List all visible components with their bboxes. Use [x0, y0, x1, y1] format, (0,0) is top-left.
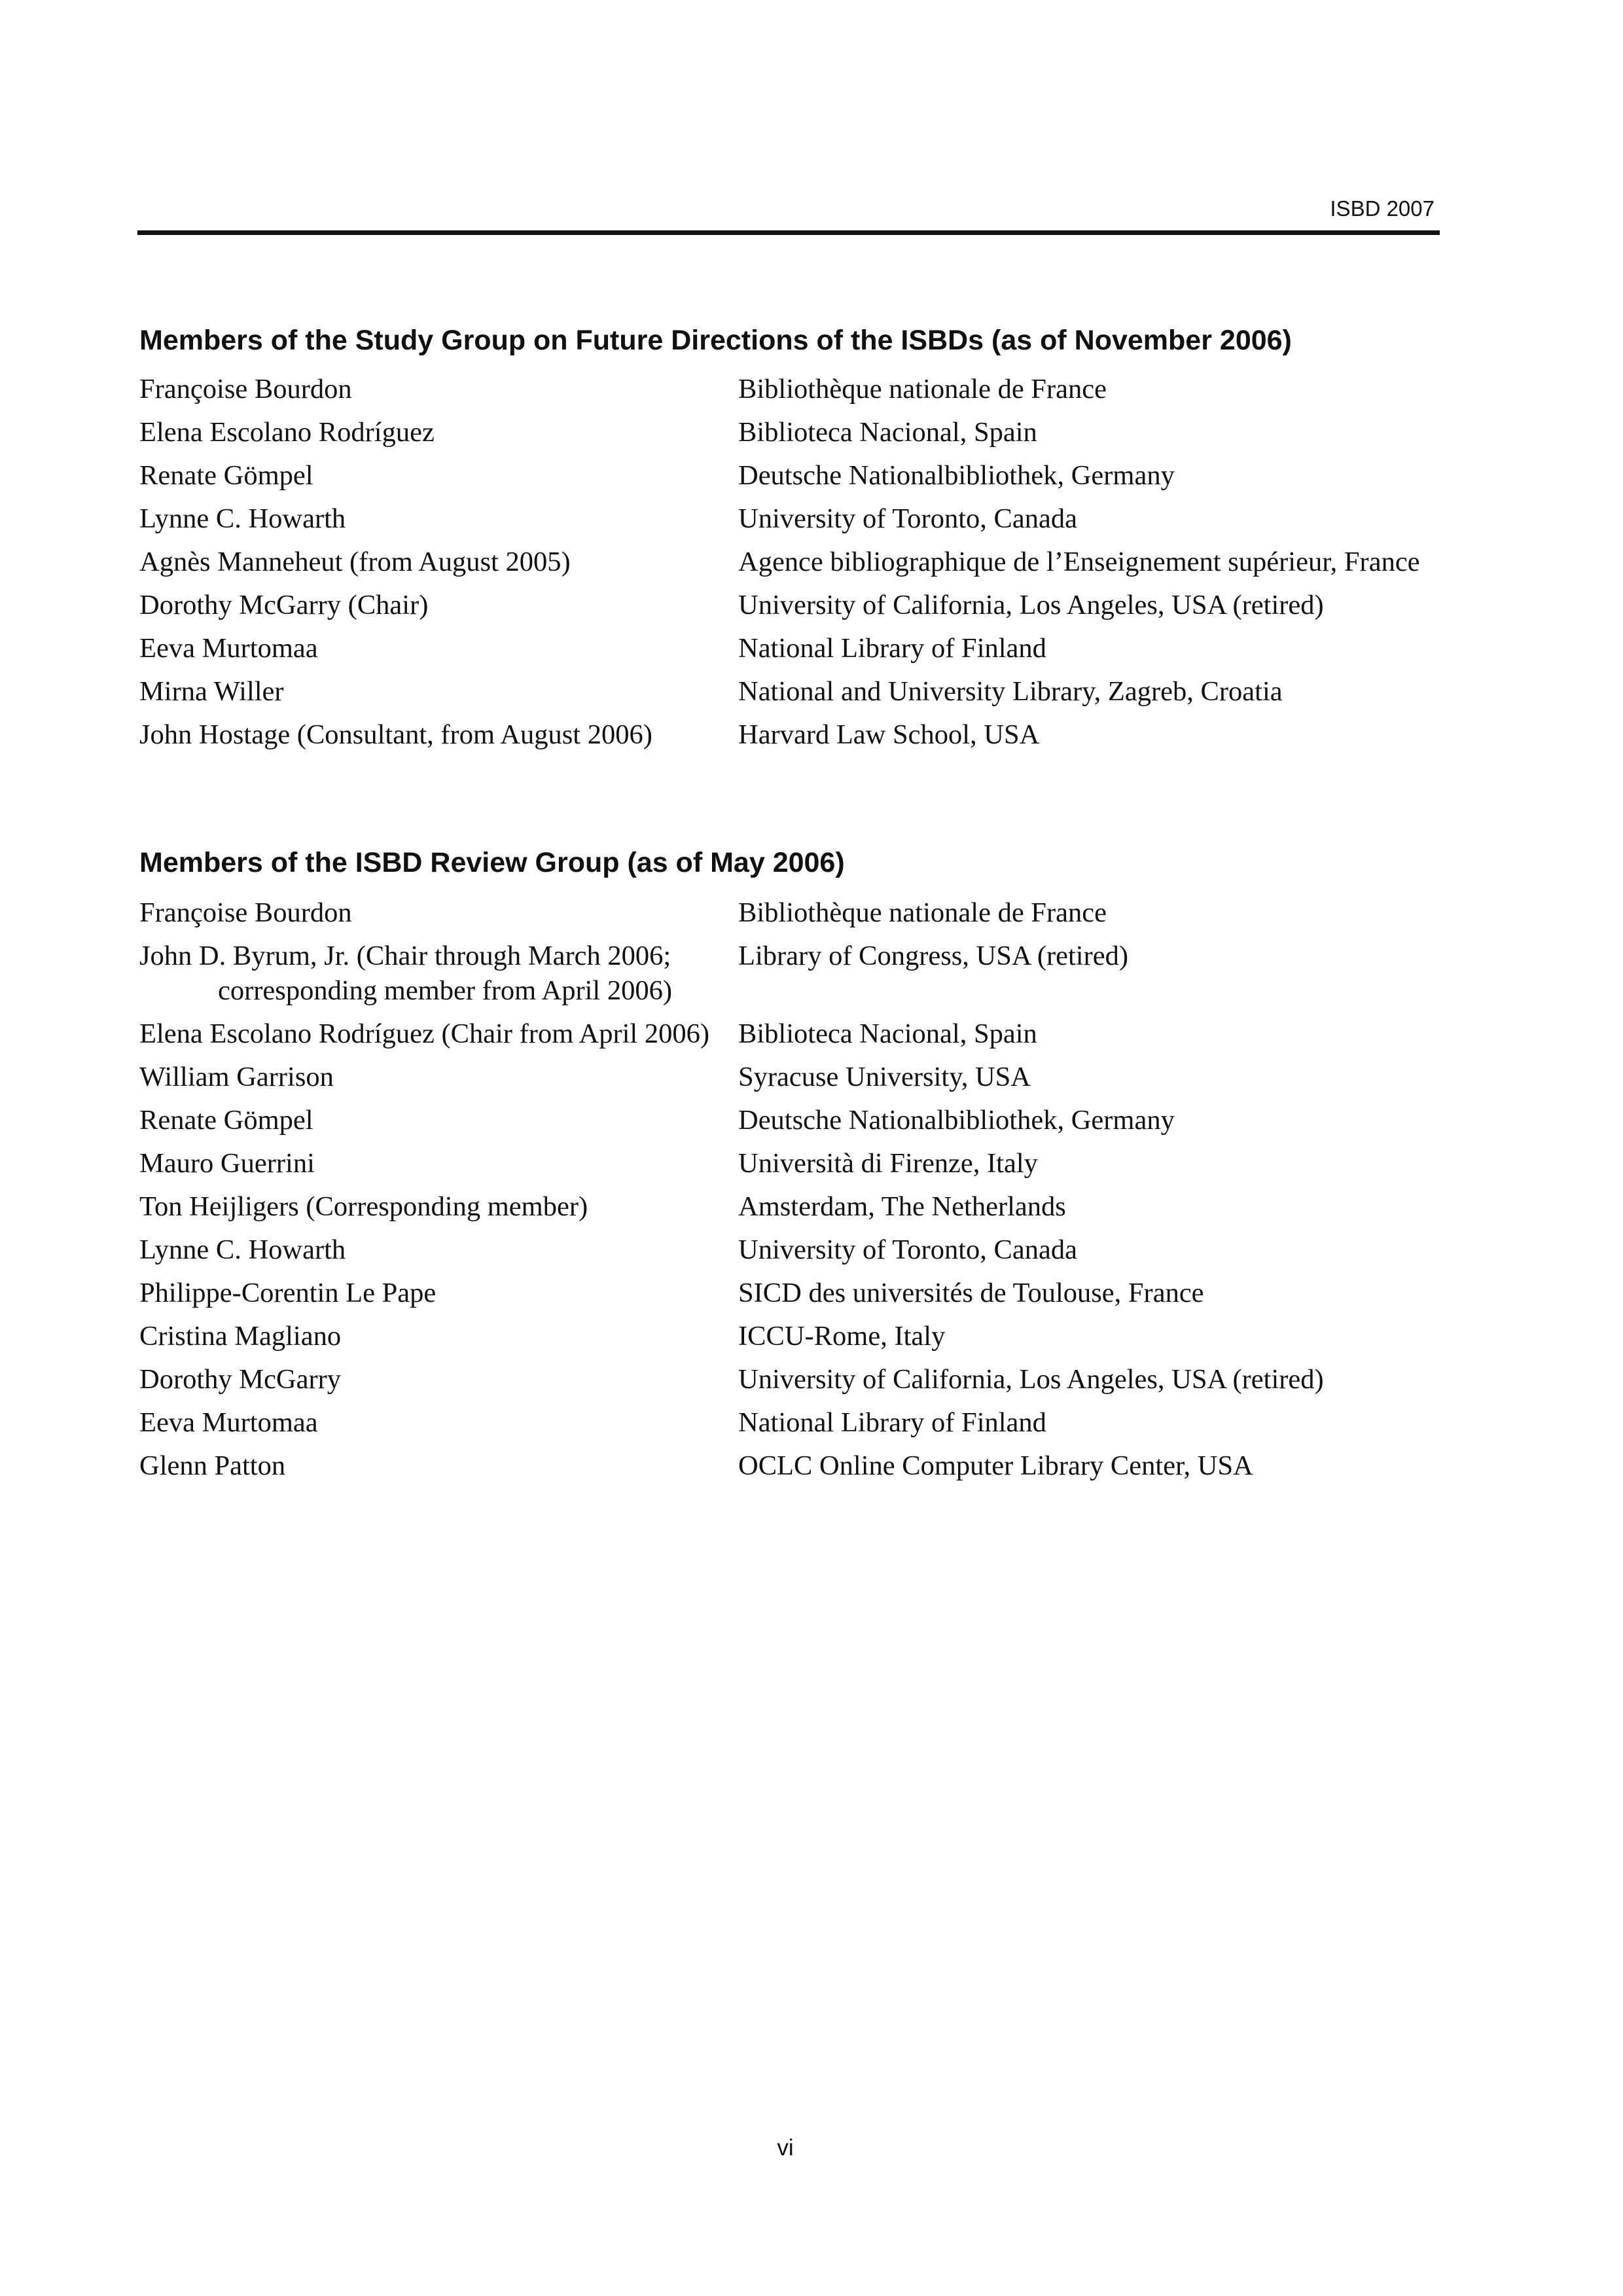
running-header: ISBD 2007	[1330, 196, 1435, 221]
member-row	[139, 415, 1435, 450]
member-affiliation: Harvard Law School, USA	[738, 719, 1040, 750]
member-name: Mirna Willer	[139, 676, 284, 707]
member-row	[139, 895, 1435, 930]
member-row	[139, 939, 1435, 1008]
member-name: John Hostage (Consultant, from August 2006)	[139, 719, 652, 750]
member-affiliation: University of California, Los Angeles, USA (retired)	[738, 590, 1324, 620]
member-affiliation: National Library of Finland	[738, 1407, 1046, 1438]
member-affiliation: OCLC Online Computer Library Center, USA	[738, 1450, 1253, 1481]
member-row	[139, 631, 1435, 666]
member-row	[139, 372, 1435, 406]
page-number: vi	[777, 2135, 794, 2161]
member-name: Glenn Patton	[139, 1450, 286, 1481]
member-name: Lynne C. Howarth	[139, 1234, 346, 1265]
member-name: William Garrison	[139, 1062, 334, 1092]
member-affiliation: National and University Library, Zagreb, Croatia	[738, 676, 1283, 707]
member-affiliation: ICCU-Rome, Italy	[738, 1321, 946, 1352]
member-row	[139, 1232, 1435, 1267]
member-row	[139, 1060, 1435, 1094]
member-affiliation: Università di Firenze, Italy	[738, 1148, 1038, 1179]
member-affiliation: SICD des universités de Toulouse, France	[738, 1278, 1204, 1308]
member-name: Eeva Murtomaa	[139, 1407, 318, 1438]
member-name: Elena Escolano Rodríguez	[139, 417, 435, 448]
member-name: Eeva Murtomaa	[139, 633, 318, 664]
member-row	[139, 1319, 1435, 1354]
member-row	[139, 1276, 1435, 1310]
member-name: Cristina Magliano	[139, 1321, 342, 1352]
member-affiliation: University of California, Los Angeles, USA (retired)	[738, 1364, 1324, 1395]
member-row	[139, 1189, 1435, 1224]
study-group-member-list	[139, 372, 1435, 761]
member-name: John D. Byrum, Jr. (Chair through March 2006; corresponding member from April 2006)	[139, 941, 673, 1006]
section-heading-study-group: Members of the Study Group on Future Directions of the ISBDs (as of November 2006)	[139, 325, 1292, 356]
member-row	[139, 588, 1435, 622]
member-row	[139, 674, 1435, 709]
member-name: Elena Escolano Rodríguez (Chair from April 2006)	[139, 1018, 710, 1049]
member-row	[139, 458, 1435, 493]
member-row	[139, 1448, 1435, 1483]
header-rule	[137, 230, 1440, 235]
member-row	[139, 501, 1435, 536]
member-name: Lynne C. Howarth	[139, 503, 346, 534]
member-affiliation: University of Toronto, Canada	[738, 1234, 1077, 1265]
member-affiliation: Bibliothèque nationale de France	[738, 897, 1107, 928]
member-affiliation: Biblioteca Nacional, Spain	[738, 417, 1037, 448]
member-row	[139, 1405, 1435, 1440]
member-name: Renate Gömpel	[139, 1105, 313, 1136]
member-row	[139, 1146, 1435, 1181]
member-affiliation: Amsterdam, The Netherlands	[738, 1191, 1066, 1222]
member-name: Dorothy McGarry (Chair)	[139, 590, 429, 620]
member-row	[139, 1362, 1435, 1397]
member-affiliation: Agence bibliographique de l’Enseignement supérieur, France	[738, 547, 1420, 577]
member-name: Françoise Bourdon	[139, 374, 352, 404]
member-affiliation: Deutsche Nationalbibliothek, Germany	[738, 460, 1175, 491]
member-row	[139, 717, 1435, 752]
member-affiliation: Biblioteca Nacional, Spain	[738, 1018, 1037, 1049]
review-group-member-list	[139, 895, 1435, 1492]
member-name: Agnès Manneheut (from August 2005)	[139, 547, 571, 577]
section-heading-review-group: Members of the ISBD Review Group (as of May 2006)	[139, 847, 845, 878]
member-name: Mauro Guerrini	[139, 1148, 315, 1179]
member-name: Dorothy McGarry	[139, 1364, 342, 1395]
member-name: Philippe-Corentin Le Pape	[139, 1278, 437, 1308]
member-affiliation: Deutsche Nationalbibliothek, Germany	[738, 1105, 1175, 1136]
member-affiliation: Bibliothèque nationale de France	[738, 374, 1107, 404]
member-name: Françoise Bourdon	[139, 897, 352, 928]
member-affiliation: University of Toronto, Canada	[738, 503, 1077, 534]
member-affiliation: National Library of Finland	[738, 633, 1046, 664]
member-row	[139, 1103, 1435, 1138]
member-name: Ton Heijligers (Corresponding member)	[139, 1191, 588, 1222]
member-name: Renate Gömpel	[139, 460, 313, 491]
member-affiliation: Syracuse University, USA	[738, 1062, 1031, 1092]
member-affiliation: Library of Congress, USA (retired)	[738, 941, 1129, 971]
member-row	[139, 1016, 1435, 1051]
member-row	[139, 545, 1435, 579]
